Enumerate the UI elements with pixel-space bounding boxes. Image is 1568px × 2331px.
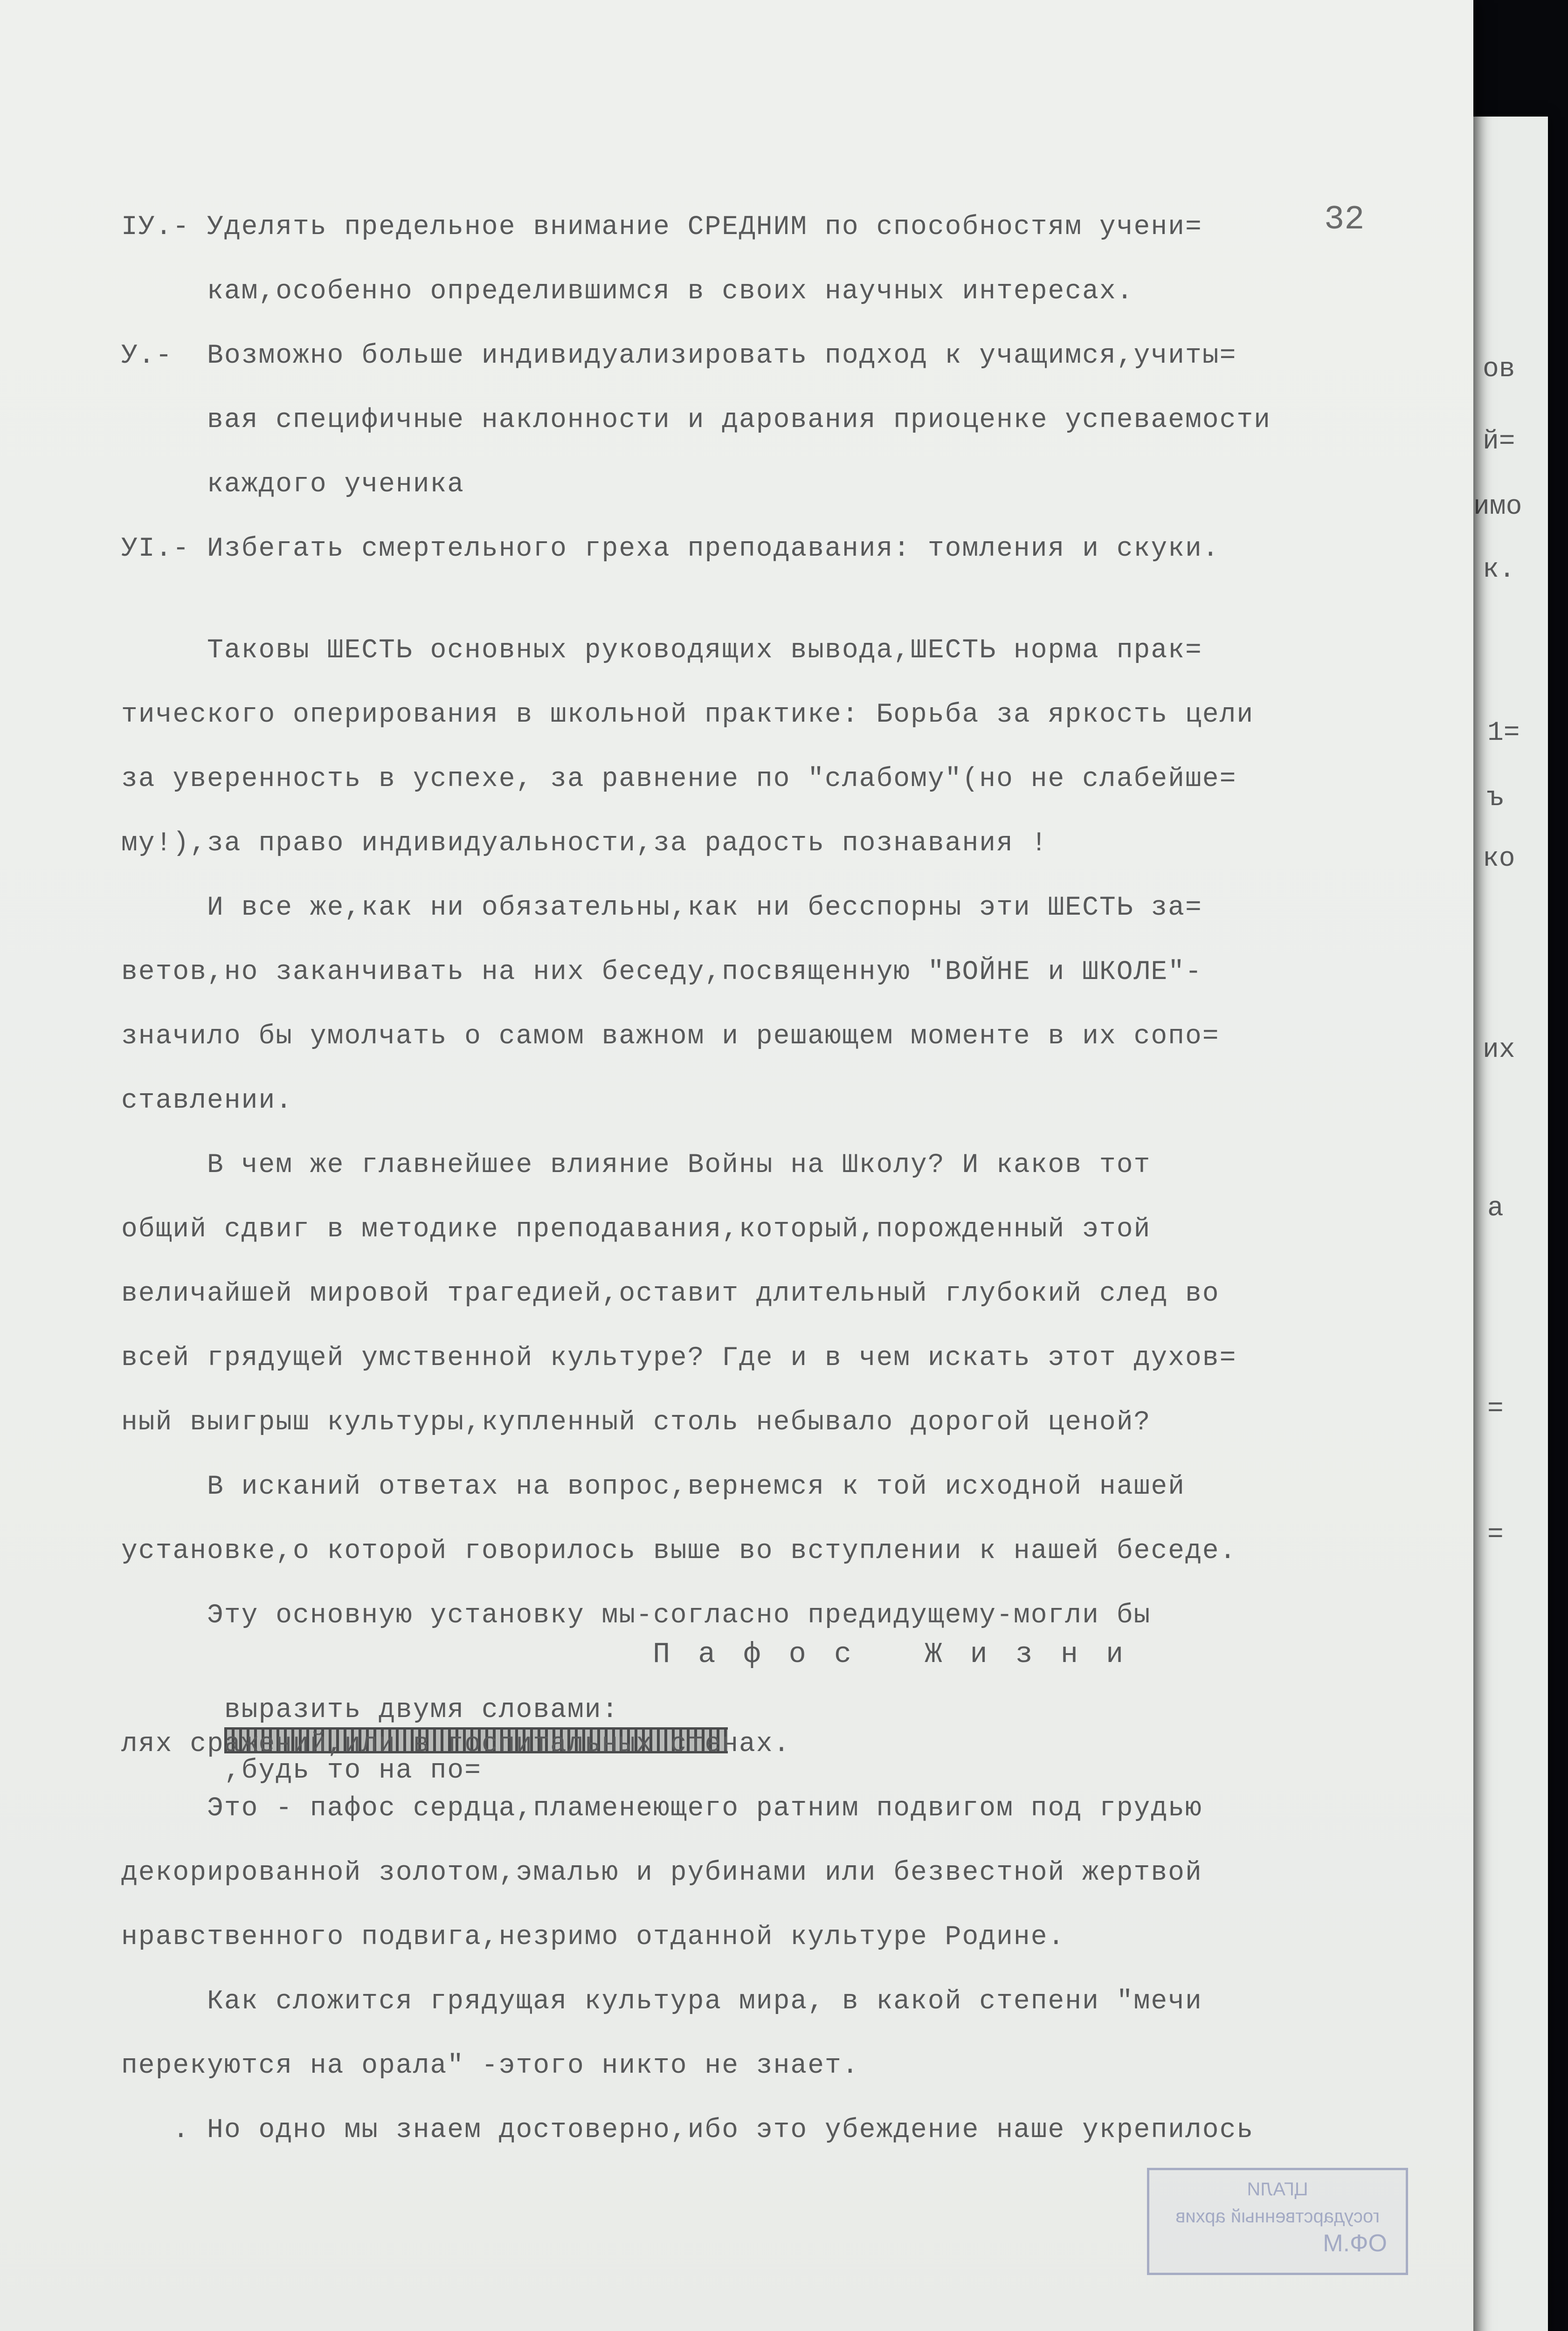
stamp-line: государственный архив [1175,2206,1380,2227]
text-line: декорированной золотом,эмалью и рубинами или безвестной жертвой [121,1858,1202,1888]
margin-fragment: ов [1483,354,1515,385]
text-line: В чем же главнейшее влияние Войны на Школу? И каков тот [121,1150,1151,1180]
text-line: му!),за право индивидуальности,за радость познавания ! [121,828,1048,859]
text-line: УI.- Избегать смертельного греха преподавания: томления и скуки. [121,534,1220,564]
text-line: общий сдвиг в методике преподавания,который,порожденный этой [121,1214,1151,1245]
text-line: каждого ученика [121,469,465,500]
text-line: вая специфичные наклонности и дарования приоценке успеваемости [121,405,1271,435]
text-line: всей грядущей умственной культуре? Где и в чем искать этот духов= [121,1343,1237,1373]
text-line: лях сражений,или в госпитальных стенах. [121,1729,791,1759]
text-line: Как сложится грядущая культура мира, в какой степени "мечи [121,1986,1202,2017]
text-line: за уверенность в успехе, за равнение по "слабому"(но не слабейше= [121,764,1237,794]
archive-stamp [1147,2168,1408,2275]
margin-fragment: = [1487,1394,1504,1424]
pafos-zhizni-phrase: Пафос Жизни [653,1638,1152,1671]
text-line: установке,о которой говорилось выше во вступлении к нашей беседе. [121,1536,1237,1566]
text-line: величайшей мировой трагедией,оставит длительный глубокий след во [121,1279,1220,1309]
stamp-line: М.ФО [1323,2230,1387,2257]
text-line-head: выразить двумя словами: [224,1695,619,1725]
text-line: ный выигрыш культуры,купленный столь небывало дорогой ценой? [121,1407,1151,1438]
text-line: . Но одно мы знаем достоверно,ибо это убеждение наше укрепилось [121,2115,1254,2145]
text-line: Это - пафос сердца,пламенеющего ратним подвигом под грудью [121,1793,1202,1824]
margin-fragment: к. [1483,555,1515,585]
margin-fragment: имо [1473,492,1522,522]
margin-fragment: а [1487,1193,1504,1224]
margin-fragment: 1= [1487,718,1520,748]
text-line: И все же,как ни обязательны,как ни бесспорны эти ШЕСТЬ за= [121,893,1202,923]
stamp-line: ЦГАЛИ [1247,2179,1308,2200]
text-line: нравственного подвига,незримо отданной культуре Родине. [121,1922,1065,1952]
margin-fragment: = [1487,1520,1504,1550]
text-line: В исканий ответах на вопрос,вернемся к той исходной нашей [121,1472,1185,1502]
text-line: IУ.- Уделять предельное внимание СРЕДНИМ по способностям учени= [121,212,1202,242]
margin-fragment: ко [1483,844,1515,874]
text-line: Эту основную установку мы-согласно предидущему-могли бы [121,1600,1151,1631]
text-line: ветов,но заканчивать на них беседу,посвященную "ВОЙНЕ и ШКОЛЕ"- [121,957,1202,987]
text-line: Таковы ШЕСТЬ основных руководящих вывода,ШЕСТЬ норма прак= [121,635,1202,666]
page-number: 32 [1324,200,1365,239]
text-line: тического оперирования в школьной практике: Борьба за яркость цели [121,700,1254,730]
text-line: кам,особенно определившимся в своих научных интересах. [121,276,1134,307]
text-line: значило бы умолчать о самом важном и решающем моменте в их сопо= [121,1021,1220,1052]
text-line: У.- Возможно больше индивидуализировать подход к учащимся,учиты= [121,341,1237,371]
text-line-tail: ,будь то на по= [224,1756,482,1786]
margin-fragment: их [1483,1035,1515,1065]
margin-fragment: ъ [1487,783,1504,814]
text-line: ставлении. [121,1086,293,1116]
text-line: перекуются на орала" -этого никто не знает. [121,2051,859,2081]
margin-fragment: й= [1483,427,1515,457]
